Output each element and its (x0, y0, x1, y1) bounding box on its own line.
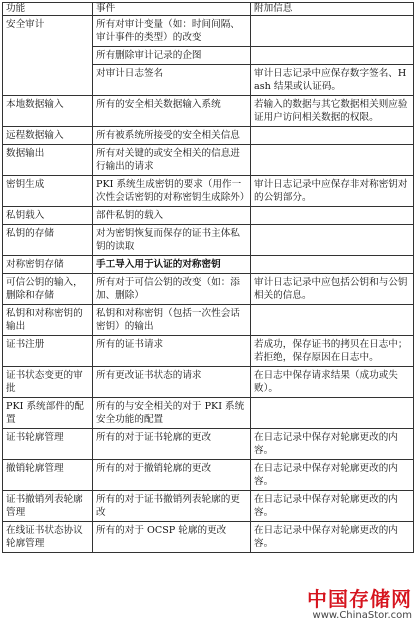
table-row (3, 522, 414, 553)
info-cell: 若成功，保存证书的拷贝在日志中； 若拒绝，保存原因在日志中。 (251, 336, 414, 367)
table-row (3, 145, 414, 176)
table-row (3, 96, 414, 127)
info-cell: 在日志记录中保存对轮廓更改的内容。 (251, 522, 414, 553)
event-cell: 所有更改证书状态的请求 (93, 367, 251, 398)
table-row (3, 16, 414, 47)
event-cell: 所有的证书请求 (93, 336, 251, 367)
event-cell: 所有的对于证书撤销列表轮廓的更改 (93, 491, 251, 522)
function-cell: 密钥生成 (3, 176, 93, 207)
event-cell: PKI 系统生成密钥的要求（用作一次性会话密钥的对称密钥生成除外） (93, 176, 251, 207)
function-cell: 私钥和对称密钥的输出 (3, 305, 93, 336)
info-cell: 审计日志记录中应包括公钥和与公钥相关的信息。 (251, 274, 414, 305)
event-cell: 所有对关键的或安全相关的信息进行输出的请求 (93, 145, 251, 176)
function-cell: 证书轮廓管理 (3, 429, 93, 460)
header-additional-info: 附加信息 (251, 3, 414, 16)
info-cell (251, 225, 414, 256)
info-cell (251, 305, 414, 336)
info-cell: 在日志中保存请求结果（成功或失败）。 (251, 367, 414, 398)
table-row (3, 305, 414, 336)
table-row (3, 256, 414, 274)
event-cell: 手工导入用于认证的对称密钥 (93, 256, 251, 274)
site-watermark (307, 588, 412, 622)
info-cell: 审计日志记录中应保存数字签名、Hash 结果或认证码。 (251, 65, 414, 96)
event-cell: 所有被系统所接受的安全相关信息 (93, 127, 251, 145)
watermark-url: www.ChinaStor.com (312, 610, 412, 621)
table-header-row (3, 3, 414, 16)
event-cell: 对为密钥恢复而保存的证书主体私钥的读取 (93, 225, 251, 256)
info-cell (251, 256, 414, 274)
table-row (3, 274, 414, 305)
info-cell (251, 398, 414, 429)
info-cell: 若输入的数据与其它数据相关则应验证用户访问相关数据的权限。 (251, 96, 414, 127)
header-event: 事件 (93, 3, 251, 16)
watermark-title: 中国存储网 (307, 587, 412, 611)
function-cell: 在线证书状态协议轮廓管理 (3, 522, 93, 553)
table-row (3, 398, 414, 429)
function-cell: 安全审计 (3, 16, 93, 96)
function-cell: 远程数据输入 (3, 127, 93, 145)
info-cell (251, 145, 414, 176)
info-cell (251, 16, 414, 47)
function-cell: 数据输出 (3, 145, 93, 176)
info-cell: 在日志记录中保存对轮廓更改的内容。 (251, 429, 414, 460)
table-row (3, 336, 414, 367)
event-cell: 对审计日志签名 (93, 65, 251, 96)
event-cell: 所有的对于证书轮廓的更改 (93, 429, 251, 460)
event-cell: 所有对审计变量（如：时间间隔、审计事件的类型）的改变 (93, 16, 251, 47)
event-cell: 所有的对于撤销轮廓的更改 (93, 460, 251, 491)
event-cell: 部件私钥的载入 (93, 207, 251, 225)
function-cell: PKI 系统部件的配置 (3, 398, 93, 429)
header-function: 功能 (3, 3, 93, 16)
function-cell: 私钥载入 (3, 207, 93, 225)
event-cell: 所有对于可信公钥的改变（如：添加、删除） (93, 274, 251, 305)
info-cell (251, 47, 414, 65)
event-cell: 所有的与安全相关的对于 PKI 系统安全功能的配置 (93, 398, 251, 429)
event-cell: 所有的安全相关数据输入系统 (93, 96, 251, 127)
table-row (3, 491, 414, 522)
function-cell: 撤销轮廓管理 (3, 460, 93, 491)
function-cell: 私钥的存储 (3, 225, 93, 256)
function-cell: 证书注册 (3, 336, 93, 367)
function-cell: 对称密钥存储 (3, 256, 93, 274)
table-row (3, 207, 414, 225)
function-cell: 本地数据输入 (3, 96, 93, 127)
table-row (3, 429, 414, 460)
audit-events-table (2, 2, 414, 553)
table-row (3, 460, 414, 491)
table-row (3, 176, 414, 207)
info-cell: 在日志记录中保存对轮廓更改的内容。 (251, 460, 414, 491)
function-cell: 证书状态变更的审批 (3, 367, 93, 398)
event-cell: 所有删除审计记录的企图 (93, 47, 251, 65)
event-cell: 私钥和对称密钥（包括一次性会话密钥）的输出 (93, 305, 251, 336)
table-row (3, 127, 414, 145)
table-row (3, 225, 414, 256)
info-cell: 在日志记录中保存对轮廓更改的内容。 (251, 491, 414, 522)
function-cell: 可信公钥的输入，删除和存储 (3, 274, 93, 305)
info-cell (251, 127, 414, 145)
event-cell: 所有的对于 OCSP 轮廓的更改 (93, 522, 251, 553)
info-cell (251, 207, 414, 225)
info-cell: 审计日志记录中应保存非对称密钥对的公钥部分。 (251, 176, 414, 207)
function-cell: 证书撤销列表轮廓管理 (3, 491, 93, 522)
table-row (3, 367, 414, 398)
